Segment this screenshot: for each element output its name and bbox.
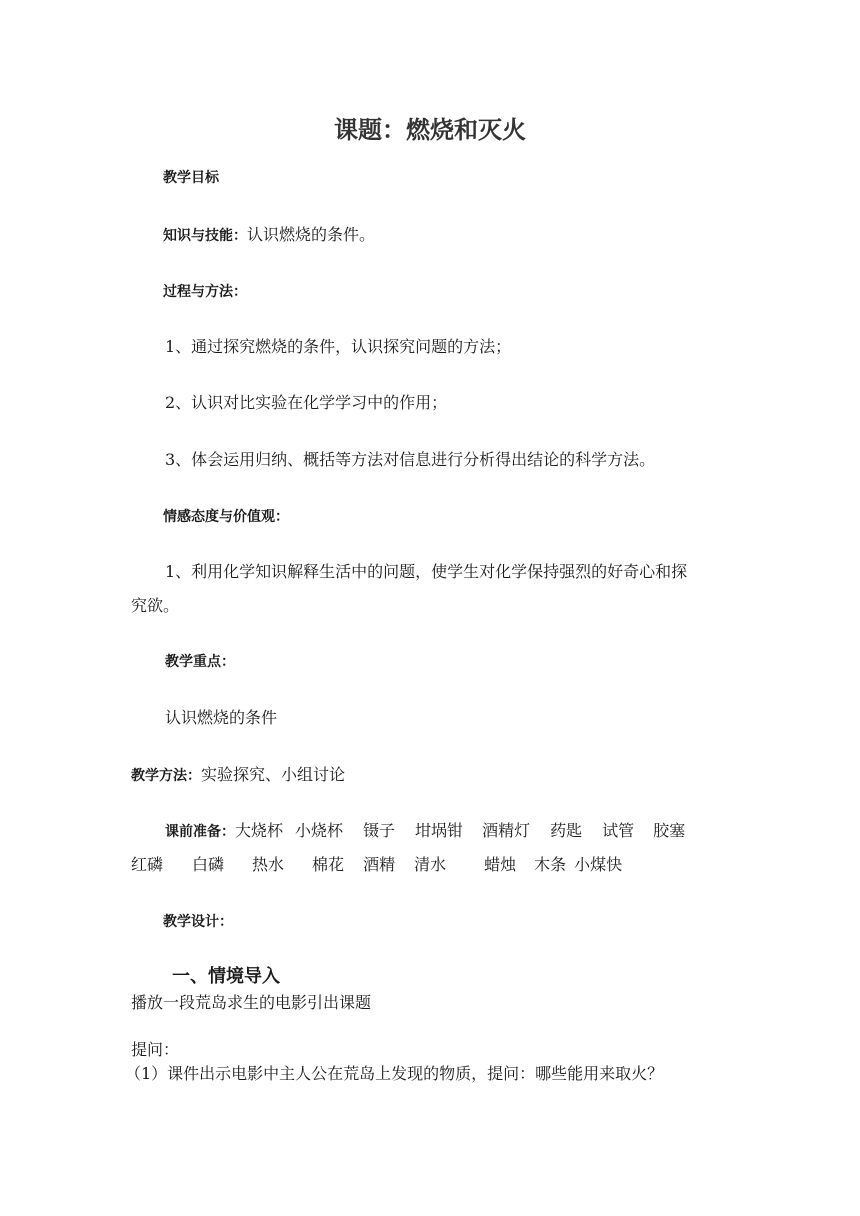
prep-item: 红磷 <box>131 855 164 874</box>
attitude-item-line2: 究欲。 <box>131 596 180 615</box>
process-item-1: 1、通过探究燃烧的条件，认识探究问题的方法； <box>165 337 512 356</box>
section1-heading: 一、情境导入 <box>172 966 280 987</box>
process-item-3: 3、体会运用归纳、概括等方法对信息进行分析得出结论的科学方法。 <box>165 450 656 469</box>
knowledge-label: 知识与技能： <box>163 228 247 244</box>
prep-item: 小烧杯 <box>295 821 344 840</box>
prep-item: 白磷 <box>192 855 225 874</box>
method-line <box>131 765 345 786</box>
knowledge-line <box>163 225 375 246</box>
prep-item: 试管 <box>602 821 635 840</box>
method-text: 实验探究、小组讨论 <box>201 765 346 784</box>
prep-item: 热水 <box>252 855 285 874</box>
prep-item: 小煤快 <box>574 855 623 874</box>
process-item-2: 2、认识对比实验在化学学习中的作用； <box>165 393 448 412</box>
method-label: 教学方法： <box>131 768 201 784</box>
prep-item: 酒精 <box>363 855 396 874</box>
design-heading: 教学设计： <box>163 914 233 930</box>
prep-item: 镊子 <box>363 821 396 840</box>
document-title: 课题：燃烧和灭火 <box>334 116 526 144</box>
key-point-text: 认识燃烧的条件 <box>165 708 278 727</box>
knowledge-text: 认识燃烧的条件。 <box>247 225 376 244</box>
prep-item: 药匙 <box>550 821 583 840</box>
prep-item: 蜡烛 <box>484 855 517 874</box>
prep-item: 木条 <box>534 855 567 874</box>
prep-item: 酒精灯 <box>482 821 531 840</box>
attitude-item-line1: 1、利用化学知识解释生活中的问题，使学生对化学保持强烈的好奇心和探 <box>165 562 688 581</box>
prep-item: 清水 <box>414 855 447 874</box>
prep-line2 <box>131 855 622 875</box>
prep-item: 大烧杯 <box>235 821 284 840</box>
prep-item: 坩埚钳 <box>415 821 464 840</box>
question-label: 提问： <box>131 1040 180 1059</box>
prep-item: 棉花 <box>312 855 345 874</box>
key-point-label: 教学重点： <box>165 654 235 670</box>
process-heading: 过程与方法： <box>163 284 247 300</box>
prep-item: 胶塞 <box>653 821 686 840</box>
question-1: （1）课件出示电影中主人公在荒岛上发现的物质，提问：哪些能用来取火？ <box>125 1064 664 1083</box>
objectives-heading: 教学目标 <box>163 170 219 186</box>
prep-line1 <box>165 821 685 842</box>
section1-intro: 播放一段荒岛求生的电影引出课题 <box>131 993 372 1012</box>
attitude-heading: 情感态度与价值观： <box>163 509 289 525</box>
prep-label: 课前准备： <box>165 824 235 840</box>
